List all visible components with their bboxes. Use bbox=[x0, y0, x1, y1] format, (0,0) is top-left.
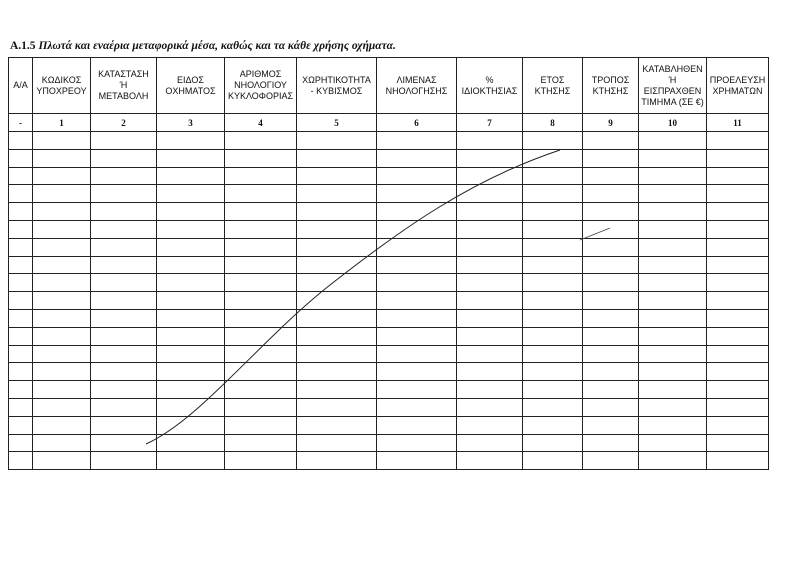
empty-cell-kodikos bbox=[33, 149, 91, 167]
empty-cell-xoritikotita bbox=[297, 345, 377, 363]
empty-cell-proeleusi bbox=[707, 220, 769, 238]
empty-cell-aa bbox=[9, 327, 33, 345]
empty-cell-etos bbox=[523, 327, 583, 345]
empty-cell-eidos bbox=[157, 274, 225, 292]
empty-cell-tropos bbox=[583, 381, 639, 399]
table-row bbox=[9, 238, 769, 256]
empty-cell-arithmos bbox=[225, 220, 297, 238]
empty-cell-etos bbox=[523, 416, 583, 434]
empty-cell-aa bbox=[9, 220, 33, 238]
empty-cell-etos bbox=[523, 345, 583, 363]
empty-cell-limenas bbox=[377, 132, 457, 150]
column-header-label: ΤΡΟΠΟΣ ΚΤΗΣΗΣ bbox=[591, 74, 630, 96]
column-header-tropos bbox=[583, 58, 639, 114]
empty-cell-pososto bbox=[457, 185, 523, 203]
empty-cell-katastasi bbox=[91, 220, 157, 238]
column-number-tropos: 9 bbox=[583, 114, 639, 132]
column-header-kodikos bbox=[33, 58, 91, 114]
empty-cell-katavlithen bbox=[639, 274, 707, 292]
empty-cell-eidos bbox=[157, 292, 225, 310]
empty-cell-katastasi bbox=[91, 398, 157, 416]
table-row bbox=[9, 309, 769, 327]
empty-cell-xoritikotita bbox=[297, 220, 377, 238]
empty-cell-pososto bbox=[457, 309, 523, 327]
empty-cell-arithmos bbox=[225, 327, 297, 345]
empty-cell-eidos bbox=[157, 203, 225, 221]
empty-cell-xoritikotita bbox=[297, 327, 377, 345]
empty-cell-pososto bbox=[457, 416, 523, 434]
column-number-etos: 8 bbox=[523, 114, 583, 132]
empty-cell-proeleusi bbox=[707, 327, 769, 345]
table-row bbox=[9, 167, 769, 185]
empty-cell-kodikos bbox=[33, 256, 91, 274]
empty-cell-xoritikotita bbox=[297, 238, 377, 256]
empty-cell-arithmos bbox=[225, 203, 297, 221]
empty-cell-katastasi bbox=[91, 327, 157, 345]
empty-cell-limenas bbox=[377, 238, 457, 256]
column-number-limenas: 6 bbox=[377, 114, 457, 132]
column-number-kodikos: 1 bbox=[33, 114, 91, 132]
empty-cell-tropos bbox=[583, 132, 639, 150]
empty-cell-etos bbox=[523, 167, 583, 185]
empty-cell-proeleusi bbox=[707, 398, 769, 416]
empty-cell-kodikos bbox=[33, 132, 91, 150]
empty-cell-limenas bbox=[377, 345, 457, 363]
empty-cell-kodikos bbox=[33, 434, 91, 452]
empty-cell-tropos bbox=[583, 398, 639, 416]
empty-cell-limenas bbox=[377, 452, 457, 470]
column-header-label: ΑΡΙΘΜΟΣ ΝΗΟΛΟΓΙΟΥ ΚΥΚΛΟΦΟΡΙΑΣ bbox=[227, 69, 294, 101]
column-header-limenas bbox=[377, 58, 457, 114]
table-row bbox=[9, 398, 769, 416]
empty-cell-pososto bbox=[457, 363, 523, 381]
empty-cell-kodikos bbox=[33, 238, 91, 256]
empty-cell-kodikos bbox=[33, 363, 91, 381]
empty-cell-arithmos bbox=[225, 345, 297, 363]
empty-cell-tropos bbox=[583, 309, 639, 327]
table-row bbox=[9, 274, 769, 292]
empty-cell-katastasi bbox=[91, 274, 157, 292]
empty-cell-limenas bbox=[377, 327, 457, 345]
empty-cell-etos bbox=[523, 381, 583, 399]
empty-cell-tropos bbox=[583, 327, 639, 345]
empty-cell-limenas bbox=[377, 309, 457, 327]
empty-cell-aa bbox=[9, 238, 33, 256]
empty-cell-xoritikotita bbox=[297, 292, 377, 310]
empty-cell-arithmos bbox=[225, 398, 297, 416]
column-number-pososto: 7 bbox=[457, 114, 523, 132]
empty-cell-pososto bbox=[457, 238, 523, 256]
column-number-eidos: 3 bbox=[157, 114, 225, 132]
empty-cell-proeleusi bbox=[707, 381, 769, 399]
empty-cell-aa bbox=[9, 203, 33, 221]
empty-cell-kodikos bbox=[33, 327, 91, 345]
empty-cell-katavlithen bbox=[639, 416, 707, 434]
empty-cell-proeleusi bbox=[707, 345, 769, 363]
empty-cell-xoritikotita bbox=[297, 132, 377, 150]
empty-cell-aa bbox=[9, 345, 33, 363]
section-title-text: Πλωτά και εναέρια μεταφορικά μέσα, καθώς και τα κάθε χρήσης οχήματα. bbox=[38, 40, 396, 52]
empty-cell-aa bbox=[9, 256, 33, 274]
empty-cell-katavlithen bbox=[639, 167, 707, 185]
empty-cell-proeleusi bbox=[707, 452, 769, 470]
empty-cell-katastasi bbox=[91, 203, 157, 221]
empty-cell-pososto bbox=[457, 398, 523, 416]
empty-cell-arithmos bbox=[225, 167, 297, 185]
empty-cell-limenas bbox=[377, 149, 457, 167]
section-title bbox=[10, 40, 396, 52]
empty-cell-kodikos bbox=[33, 292, 91, 310]
empty-cell-aa bbox=[9, 309, 33, 327]
empty-cell-arithmos bbox=[225, 363, 297, 381]
table-row bbox=[9, 327, 769, 345]
empty-cell-tropos bbox=[583, 167, 639, 185]
table-row bbox=[9, 345, 769, 363]
empty-cell-arithmos bbox=[225, 149, 297, 167]
empty-cell-etos bbox=[523, 452, 583, 470]
empty-cell-aa bbox=[9, 167, 33, 185]
empty-cell-etos bbox=[523, 185, 583, 203]
empty-cell-pososto bbox=[457, 203, 523, 221]
table-row bbox=[9, 434, 769, 452]
empty-cell-proeleusi bbox=[707, 292, 769, 310]
empty-cell-eidos bbox=[157, 132, 225, 150]
empty-cell-xoritikotita bbox=[297, 416, 377, 434]
empty-cell-tropos bbox=[583, 416, 639, 434]
empty-cell-limenas bbox=[377, 292, 457, 310]
empty-cell-katastasi bbox=[91, 381, 157, 399]
empty-cell-pososto bbox=[457, 132, 523, 150]
empty-cell-etos bbox=[523, 149, 583, 167]
empty-cell-proeleusi bbox=[707, 149, 769, 167]
table-row bbox=[9, 220, 769, 238]
empty-cell-katastasi bbox=[91, 167, 157, 185]
empty-cell-katavlithen bbox=[639, 327, 707, 345]
empty-cell-tropos bbox=[583, 434, 639, 452]
column-header-arithmos bbox=[225, 58, 297, 114]
empty-cell-katavlithen bbox=[639, 398, 707, 416]
empty-cell-katavlithen bbox=[639, 203, 707, 221]
empty-cell-katavlithen bbox=[639, 452, 707, 470]
empty-cell-eidos bbox=[157, 256, 225, 274]
empty-cell-katastasi bbox=[91, 345, 157, 363]
empty-cell-kodikos bbox=[33, 274, 91, 292]
empty-cell-katavlithen bbox=[639, 238, 707, 256]
empty-cell-arithmos bbox=[225, 132, 297, 150]
empty-cell-tropos bbox=[583, 238, 639, 256]
empty-cell-tropos bbox=[583, 220, 639, 238]
table-row bbox=[9, 149, 769, 167]
empty-cell-pososto bbox=[457, 327, 523, 345]
empty-cell-proeleusi bbox=[707, 185, 769, 203]
empty-cell-pososto bbox=[457, 274, 523, 292]
empty-cell-arithmos bbox=[225, 256, 297, 274]
empty-cell-katastasi bbox=[91, 149, 157, 167]
empty-cell-pososto bbox=[457, 434, 523, 452]
empty-cell-proeleusi bbox=[707, 363, 769, 381]
column-header-label: Α/Α bbox=[13, 80, 28, 90]
empty-cell-tropos bbox=[583, 274, 639, 292]
empty-cell-aa bbox=[9, 274, 33, 292]
empty-cell-pososto bbox=[457, 381, 523, 399]
empty-cell-katavlithen bbox=[639, 220, 707, 238]
empty-cell-proeleusi bbox=[707, 132, 769, 150]
empty-cell-pososto bbox=[457, 292, 523, 310]
empty-cell-aa bbox=[9, 416, 33, 434]
empty-cell-limenas bbox=[377, 363, 457, 381]
empty-cell-xoritikotita bbox=[297, 149, 377, 167]
column-number-aa: - bbox=[9, 114, 33, 132]
empty-cell-eidos bbox=[157, 238, 225, 256]
empty-cell-xoritikotita bbox=[297, 309, 377, 327]
column-number-katastasi: 2 bbox=[91, 114, 157, 132]
empty-cell-xoritikotita bbox=[297, 363, 377, 381]
empty-cell-limenas bbox=[377, 167, 457, 185]
empty-cell-pososto bbox=[457, 345, 523, 363]
section-number: A.1.5 bbox=[10, 40, 36, 52]
empty-cell-pososto bbox=[457, 256, 523, 274]
table-row bbox=[9, 452, 769, 470]
empty-cell-eidos bbox=[157, 309, 225, 327]
empty-cell-proeleusi bbox=[707, 167, 769, 185]
empty-cell-proeleusi bbox=[707, 309, 769, 327]
column-header-label: ΠΡΟΕΛΕΥΣΗ ΧΡΗΜΑΤΩΝ bbox=[709, 74, 766, 96]
empty-cell-etos bbox=[523, 292, 583, 310]
table-row bbox=[9, 185, 769, 203]
empty-cell-katavlithen bbox=[639, 292, 707, 310]
empty-cell-limenas bbox=[377, 256, 457, 274]
column-number-xoritikotita: 5 bbox=[297, 114, 377, 132]
empty-cell-eidos bbox=[157, 167, 225, 185]
empty-cell-kodikos bbox=[33, 381, 91, 399]
empty-cell-kodikos bbox=[33, 345, 91, 363]
empty-cell-katastasi bbox=[91, 434, 157, 452]
empty-cell-katavlithen bbox=[639, 256, 707, 274]
empty-cell-proeleusi bbox=[707, 203, 769, 221]
empty-cell-katavlithen bbox=[639, 132, 707, 150]
empty-cell-xoritikotita bbox=[297, 398, 377, 416]
empty-cell-katastasi bbox=[91, 416, 157, 434]
empty-cell-limenas bbox=[377, 381, 457, 399]
empty-cell-katavlithen bbox=[639, 434, 707, 452]
empty-cell-katavlithen bbox=[639, 149, 707, 167]
empty-cell-kodikos bbox=[33, 185, 91, 203]
empty-cell-etos bbox=[523, 398, 583, 416]
empty-cell-pososto bbox=[457, 220, 523, 238]
column-header-aa bbox=[9, 58, 33, 114]
empty-cell-aa bbox=[9, 381, 33, 399]
empty-cell-kodikos bbox=[33, 452, 91, 470]
empty-cell-pososto bbox=[457, 452, 523, 470]
column-header-proeleusi bbox=[707, 58, 769, 114]
empty-cell-limenas bbox=[377, 203, 457, 221]
empty-cell-xoritikotita bbox=[297, 256, 377, 274]
empty-cell-katastasi bbox=[91, 309, 157, 327]
table-row bbox=[9, 416, 769, 434]
table-row bbox=[9, 203, 769, 221]
empty-cell-eidos bbox=[157, 381, 225, 399]
header-row bbox=[9, 58, 769, 114]
empty-cell-arithmos bbox=[225, 452, 297, 470]
column-header-label: ΕΤΟΣ ΚΤΗΣΗΣ bbox=[534, 74, 571, 96]
empty-cell-katavlithen bbox=[639, 381, 707, 399]
empty-cell-limenas bbox=[377, 185, 457, 203]
empty-cell-eidos bbox=[157, 185, 225, 203]
empty-cell-proeleusi bbox=[707, 434, 769, 452]
empty-cell-eidos bbox=[157, 434, 225, 452]
table-row bbox=[9, 363, 769, 381]
empty-cell-etos bbox=[523, 256, 583, 274]
empty-cell-eidos bbox=[157, 327, 225, 345]
empty-cell-limenas bbox=[377, 274, 457, 292]
empty-cell-limenas bbox=[377, 416, 457, 434]
empty-cell-eidos bbox=[157, 363, 225, 381]
empty-cell-kodikos bbox=[33, 398, 91, 416]
empty-cell-aa bbox=[9, 132, 33, 150]
empty-cell-kodikos bbox=[33, 309, 91, 327]
empty-cell-eidos bbox=[157, 452, 225, 470]
empty-cell-tropos bbox=[583, 345, 639, 363]
table-row bbox=[9, 256, 769, 274]
empty-cell-xoritikotita bbox=[297, 185, 377, 203]
empty-cell-arithmos bbox=[225, 185, 297, 203]
vehicles-table bbox=[8, 57, 769, 470]
empty-cell-xoritikotita bbox=[297, 167, 377, 185]
empty-cell-limenas bbox=[377, 220, 457, 238]
empty-cell-xoritikotita bbox=[297, 203, 377, 221]
column-header-label: % ΙΔΙΟΚΤΗΣΙΑΣ bbox=[461, 74, 518, 96]
column-header-katavlithen bbox=[639, 58, 707, 114]
empty-cell-xoritikotita bbox=[297, 274, 377, 292]
empty-cell-etos bbox=[523, 363, 583, 381]
empty-cell-katastasi bbox=[91, 292, 157, 310]
column-number-arithmos: 4 bbox=[225, 114, 297, 132]
column-number-katavlithen: 10 bbox=[639, 114, 707, 132]
empty-cell-arithmos bbox=[225, 274, 297, 292]
empty-cell-arithmos bbox=[225, 416, 297, 434]
empty-cell-arithmos bbox=[225, 238, 297, 256]
empty-cell-tropos bbox=[583, 363, 639, 381]
column-header-katastasi bbox=[91, 58, 157, 114]
empty-cell-kodikos bbox=[33, 167, 91, 185]
empty-cell-eidos bbox=[157, 345, 225, 363]
empty-cell-katastasi bbox=[91, 452, 157, 470]
empty-cell-xoritikotita bbox=[297, 452, 377, 470]
empty-cell-aa bbox=[9, 292, 33, 310]
empty-cell-aa bbox=[9, 434, 33, 452]
empty-cell-etos bbox=[523, 274, 583, 292]
table-row bbox=[9, 381, 769, 399]
column-header-label: ΚΑΤΑΒΛΗΘΕΝ Ή ΕΙΣΠΡΑΧΘΕΝ ΤΙΜΗΜΑ (ΣΕ €) bbox=[641, 63, 704, 107]
empty-cell-katavlithen bbox=[639, 345, 707, 363]
empty-cell-katastasi bbox=[91, 132, 157, 150]
empty-cell-etos bbox=[523, 309, 583, 327]
empty-cell-aa bbox=[9, 149, 33, 167]
empty-cell-aa bbox=[9, 398, 33, 416]
empty-cell-etos bbox=[523, 132, 583, 150]
empty-cell-katavlithen bbox=[639, 185, 707, 203]
column-header-label: ΕΙΔΟΣ ΟΧΗΜΑΤΟΣ bbox=[165, 74, 216, 96]
empty-cell-eidos bbox=[157, 149, 225, 167]
empty-cell-aa bbox=[9, 185, 33, 203]
empty-cell-katastasi bbox=[91, 185, 157, 203]
empty-cell-katastasi bbox=[91, 256, 157, 274]
column-header-label: ΚΩΔΙΚΟΣ ΥΠΟΧΡΕΟΥ bbox=[36, 74, 87, 96]
empty-cell-katavlithen bbox=[639, 309, 707, 327]
empty-cell-tropos bbox=[583, 292, 639, 310]
column-header-eidos bbox=[157, 58, 225, 114]
empty-cell-kodikos bbox=[33, 220, 91, 238]
column-header-etos bbox=[523, 58, 583, 114]
column-number-row bbox=[9, 114, 769, 132]
empty-cell-arithmos bbox=[225, 381, 297, 399]
empty-cell-tropos bbox=[583, 149, 639, 167]
empty-cell-proeleusi bbox=[707, 416, 769, 434]
empty-cell-katastasi bbox=[91, 238, 157, 256]
empty-cell-arithmos bbox=[225, 434, 297, 452]
table-row bbox=[9, 292, 769, 310]
column-header-label: ΛΙΜΕΝΑΣ ΝΗΟΛΟΓΗΣΗΣ bbox=[385, 74, 448, 96]
empty-cell-arithmos bbox=[225, 292, 297, 310]
empty-cell-tropos bbox=[583, 256, 639, 274]
empty-cell-kodikos bbox=[33, 416, 91, 434]
column-header-xoritikotita bbox=[297, 58, 377, 114]
empty-cell-etos bbox=[523, 220, 583, 238]
empty-cell-proeleusi bbox=[707, 238, 769, 256]
empty-cell-kodikos bbox=[33, 203, 91, 221]
empty-cell-xoritikotita bbox=[297, 381, 377, 399]
column-header-label: ΚΑΤΑΣΤΑΣΗ Ή ΜΕΤΑΒΟΛΗ bbox=[98, 69, 149, 101]
empty-cell-etos bbox=[523, 238, 583, 256]
empty-cell-pososto bbox=[457, 149, 523, 167]
empty-cell-etos bbox=[523, 203, 583, 221]
empty-cell-eidos bbox=[157, 398, 225, 416]
empty-cell-tropos bbox=[583, 452, 639, 470]
empty-cell-xoritikotita bbox=[297, 434, 377, 452]
table-row bbox=[9, 132, 769, 150]
empty-cell-eidos bbox=[157, 416, 225, 434]
empty-cell-proeleusi bbox=[707, 274, 769, 292]
empty-cell-etos bbox=[523, 434, 583, 452]
empty-cell-aa bbox=[9, 452, 33, 470]
column-header-pososto bbox=[457, 58, 523, 114]
empty-cell-katavlithen bbox=[639, 363, 707, 381]
column-number-proeleusi: 11 bbox=[707, 114, 769, 132]
empty-cell-aa bbox=[9, 363, 33, 381]
empty-cell-arithmos bbox=[225, 309, 297, 327]
empty-cell-limenas bbox=[377, 398, 457, 416]
empty-cell-proeleusi bbox=[707, 256, 769, 274]
empty-cell-katastasi bbox=[91, 363, 157, 381]
empty-cell-eidos bbox=[157, 220, 225, 238]
empty-cell-pososto bbox=[457, 167, 523, 185]
empty-cell-tropos bbox=[583, 185, 639, 203]
column-header-label: ΧΩΡΗΤΙΚΟΤΗΤΑ - ΚΥΒΙΣΜΟΣ bbox=[302, 74, 371, 96]
empty-cell-limenas bbox=[377, 434, 457, 452]
empty-cell-tropos bbox=[583, 203, 639, 221]
